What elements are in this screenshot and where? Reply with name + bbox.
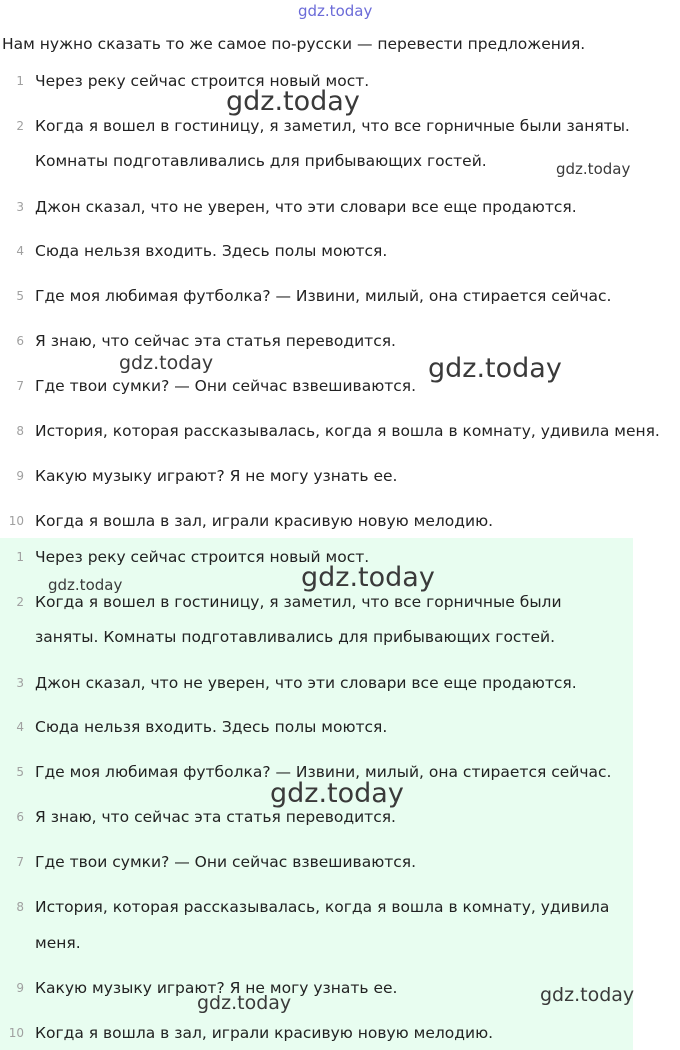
sentence-number: 4: [16, 720, 24, 734]
sentence-number: 6: [16, 334, 24, 348]
watermark: gdz.today: [119, 352, 214, 374]
watermark: gdz.today: [48, 576, 123, 594]
sentence-text: Джон сказал, что не уверен, что эти словари все еще продаются.: [35, 674, 577, 692]
sentence-text: История, которая рассказывалась, когда я вошла в комнату, удивила: [35, 898, 610, 916]
sentence-text: Где моя любимая футболка? — Извини, милый, она стирается сейчас.: [35, 763, 612, 781]
sentence-number: 2: [16, 595, 24, 609]
sentence-number: 7: [16, 379, 24, 393]
sentence-text: Я знаю, что сейчас эта статья переводится.: [35, 808, 396, 826]
sentence-text: Когда я вошла в зал, играли красивую новую мелодию.: [35, 512, 494, 530]
watermark: gdz.today: [270, 778, 404, 809]
sentence-number: 3: [16, 676, 24, 690]
sentence-text: меня.: [35, 934, 81, 952]
sentence-text: Когда я вошла в зал, играли красивую новую мелодию.: [35, 1024, 494, 1042]
watermark: gdz.today: [540, 984, 635, 1006]
sentence-text: Сюда нельзя входить. Здесь полы моются.: [35, 718, 388, 736]
sentence-number: 2: [16, 119, 24, 133]
task-intro: Нам нужно сказать то же самое по-русски — перевести предложения.: [2, 35, 586, 53]
sentence-number: 6: [16, 810, 24, 824]
sentence-text: заняты. Комнаты подготавливались для прибывающих гостей.: [35, 628, 556, 646]
sentence-number: 7: [16, 855, 24, 869]
sentence-text: Когда я вошел в гостиницу, я заметил, что все горничные были заняты.: [35, 117, 630, 135]
sentence-text: Я знаю, что сейчас эта статья переводится.: [35, 332, 396, 350]
sentence-text: Где моя любимая футболка? — Извини, милый, она стирается сейчас.: [35, 287, 612, 305]
sentence-text: История, которая рассказывалась, когда я вошла в комнату, удивила меня.: [35, 422, 660, 440]
watermark: gdz.today: [556, 160, 631, 178]
sentence-number: 9: [16, 469, 24, 483]
sentence-text: Когда я вошел в гостиницу, я заметил, что все горничные были: [35, 593, 562, 611]
sentence-text: Где твои сумки? — Они сейчас взвешиваются.: [35, 377, 417, 395]
sentence-number: 5: [16, 765, 24, 779]
watermark: gdz.today: [197, 992, 292, 1014]
sentence-number: 8: [16, 900, 24, 914]
sentence-number: 1: [16, 550, 24, 564]
sentence-text: Какую музыку играют? Я не могу узнать ее.: [35, 979, 398, 997]
sentence-text: Где твои сумки? — Они сейчас взвешиваются.: [35, 853, 417, 871]
sentence-number: 4: [16, 244, 24, 258]
sentence-text: Сюда нельзя входить. Здесь полы моются.: [35, 242, 388, 260]
sentence-number: 10: [8, 1026, 24, 1040]
sentence-number: 3: [16, 200, 24, 214]
sentence-number: 10: [8, 514, 24, 528]
sentence-text: Какую музыку играют? Я не могу узнать ее.: [35, 467, 398, 485]
sentence-text: Через реку сейчас строится новый мост.: [35, 72, 370, 90]
sentence-number: 1: [16, 74, 24, 88]
sentence-text: Комнаты подготавливались для прибывающих гостей.: [35, 152, 487, 170]
sentence-number: 8: [16, 424, 24, 438]
sentence-text: Джон сказал, что не уверен, что эти словари все еще продаются.: [35, 198, 577, 216]
sentence-text: Через реку сейчас строится новый мост.: [35, 548, 370, 566]
watermark: gdz.today: [301, 562, 435, 593]
sentence-number: 5: [16, 289, 24, 303]
watermark-top: gdz.today: [298, 2, 373, 20]
watermark: gdz.today: [428, 353, 562, 384]
sentence-number: 9: [16, 981, 24, 995]
watermark: gdz.today: [226, 86, 360, 117]
